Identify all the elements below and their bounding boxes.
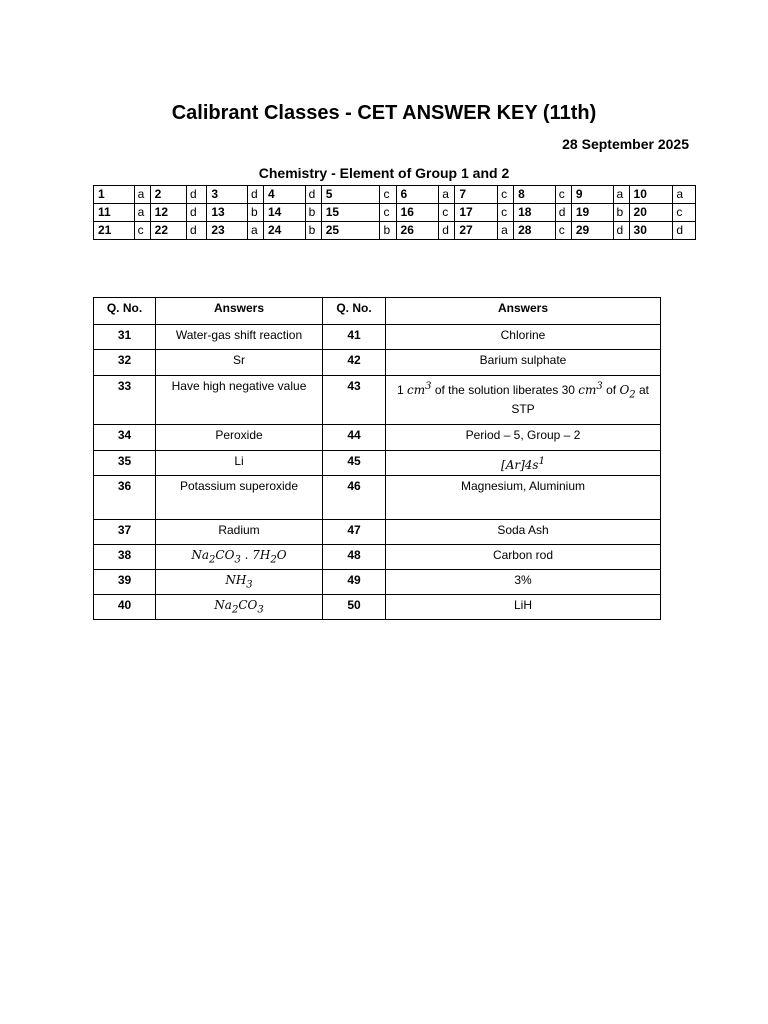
key-answer-option: c <box>439 204 455 222</box>
answer-text: 3% <box>386 570 661 595</box>
key-question-number: 12 <box>150 204 186 222</box>
formula-part: Na <box>191 548 210 562</box>
key-question-number: 21 <box>94 222 135 240</box>
formula-part: 1 <box>538 456 545 467</box>
key-question-number: 22 <box>150 222 186 240</box>
question-number: 31 <box>94 325 156 350</box>
key-answer-option: b <box>613 204 629 222</box>
key-question-number: 27 <box>455 222 498 240</box>
question-number: 37 <box>94 520 156 545</box>
key-row <box>94 186 696 204</box>
question-number: 36 <box>94 476 156 520</box>
answer-row <box>94 545 661 570</box>
answer-formula <box>386 451 661 476</box>
key-answer-option: a <box>134 186 150 204</box>
formula-part: of the solution liberates 30 <box>431 383 579 397</box>
answer-formula <box>386 376 661 425</box>
header-answers-1: Answers <box>156 298 323 325</box>
key-question-number: 19 <box>571 204 613 222</box>
question-number: 45 <box>323 451 386 476</box>
question-number: 34 <box>94 425 156 451</box>
key-answer-option: d <box>439 222 455 240</box>
formula-part: O <box>276 548 287 562</box>
key-question-number: 8 <box>514 186 556 204</box>
key-question-number: 7 <box>455 186 498 204</box>
key-answer-option: a <box>613 186 629 204</box>
formula-part: O <box>619 383 630 397</box>
key-answer-option: b <box>380 222 396 240</box>
formula-part: of <box>602 383 620 397</box>
key-answer-option: d <box>187 222 207 240</box>
question-number: 40 <box>94 595 156 620</box>
key-row <box>94 204 696 222</box>
key-answer-option: c <box>380 186 396 204</box>
key-answer-option: d <box>673 222 696 240</box>
formula-part: 2 <box>209 554 216 566</box>
formula-part: at STP <box>511 383 649 417</box>
page-title: Calibrant Classes - CET ANSWER KEY (11th) <box>171 102 597 124</box>
answer-row <box>94 595 661 620</box>
key-question-number: 17 <box>455 204 498 222</box>
key-question-number: 28 <box>514 222 556 240</box>
question-number: 32 <box>94 350 156 376</box>
header-qno-2: Q. No. <box>323 298 386 325</box>
answer-row <box>94 476 661 520</box>
key-question-number: 1 <box>94 186 135 204</box>
key-question-number: 25 <box>321 222 380 240</box>
formula-part: 3 <box>257 604 264 616</box>
key-question-number: 24 <box>263 222 305 240</box>
key-question-number: 13 <box>207 204 248 222</box>
answer-text: Soda Ash <box>386 520 661 545</box>
key-answer-option: b <box>305 222 321 240</box>
question-number: 47 <box>323 520 386 545</box>
key-question-number: 14 <box>263 204 305 222</box>
answer-formula <box>156 595 323 620</box>
question-number: 33 <box>94 376 156 425</box>
key-answer-option: d <box>187 186 207 204</box>
key-question-number: 4 <box>263 186 305 204</box>
formula-part: 2 <box>629 389 636 401</box>
key-answer-option: c <box>673 204 696 222</box>
key-question-number: 9 <box>571 186 613 204</box>
question-number: 43 <box>323 376 386 425</box>
date-label: 28 September 2025 <box>562 136 689 152</box>
answer-row <box>94 520 661 545</box>
answer-row <box>94 325 661 350</box>
question-number: 46 <box>323 476 386 520</box>
key-answer-option: c <box>498 204 514 222</box>
key-question-number: 10 <box>629 186 673 204</box>
key-answer-option: a <box>134 204 150 222</box>
question-number: 38 <box>94 545 156 570</box>
answer-text: Have high negative value <box>156 376 323 425</box>
formula-part: cm <box>407 383 426 397</box>
formula-part: 1 <box>397 383 408 397</box>
key-answer-option: b <box>305 204 321 222</box>
answer-text: Sr <box>156 350 323 376</box>
answer-text: Magnesium, Aluminium <box>386 476 661 520</box>
key-answer-option: a <box>247 222 263 240</box>
answer-text: LiH <box>386 595 661 620</box>
formula-part: cm <box>578 383 597 397</box>
formula-part: 2 <box>231 604 239 616</box>
answer-formula <box>156 570 323 595</box>
question-number: 49 <box>323 570 386 595</box>
key-question-number: 15 <box>321 204 380 222</box>
answer-table <box>93 297 661 620</box>
key-question-number: 5 <box>321 186 380 204</box>
question-number: 50 <box>323 595 386 620</box>
answer-table-header <box>94 298 661 325</box>
key-question-number: 30 <box>629 222 673 240</box>
answer-row <box>94 376 661 425</box>
key-answer-option: d <box>555 204 571 222</box>
key-question-number: 18 <box>514 204 556 222</box>
key-question-number: 11 <box>94 204 135 222</box>
question-number: 41 <box>323 325 386 350</box>
formula-part: [Ar]4s <box>501 458 539 472</box>
key-answer-option: d <box>305 186 321 204</box>
key-row <box>94 222 696 240</box>
question-number: 35 <box>94 451 156 476</box>
formula-part: Na <box>214 598 232 612</box>
formula-part: . 7H <box>240 548 271 562</box>
answer-row <box>94 350 661 376</box>
header-qno-1: Q. No. <box>94 298 156 325</box>
key-question-number: 26 <box>396 222 439 240</box>
key-answer-option: c <box>555 186 571 204</box>
key-question-number: 29 <box>571 222 613 240</box>
answer-row <box>94 570 661 595</box>
key-question-number: 2 <box>150 186 186 204</box>
key-answer-option: a <box>439 186 455 204</box>
key-answer-option: c <box>134 222 150 240</box>
key-answer-option: d <box>187 204 207 222</box>
answer-text: Carbon rod <box>386 545 661 570</box>
key-answer-option: c <box>498 186 514 204</box>
answer-text: Potassium superoxide <box>156 476 323 520</box>
answer-text: Barium sulphate <box>386 350 661 376</box>
formula-part: 3 <box>246 579 253 591</box>
formula-part: 3 <box>596 381 603 392</box>
answer-text: Water-gas shift reaction <box>156 325 323 350</box>
header-answers-2: Answers <box>386 298 661 325</box>
key-answer-option: c <box>380 204 396 222</box>
formula-part: 3 <box>425 381 432 392</box>
key-answer-option: d <box>613 222 629 240</box>
answer-text: Li <box>156 451 323 476</box>
key-question-number: 3 <box>207 186 248 204</box>
key-answer-option: a <box>673 186 696 204</box>
question-number: 42 <box>323 350 386 376</box>
answer-text: Chlorine <box>386 325 661 350</box>
key-answer-option: b <box>247 204 263 222</box>
key-answer-option: a <box>498 222 514 240</box>
key-question-number: 20 <box>629 204 673 222</box>
key-question-number: 6 <box>396 186 439 204</box>
key-answer-option: d <box>247 186 263 204</box>
mcq-key-table <box>93 185 696 240</box>
answer-row <box>94 451 661 476</box>
key-question-number: 23 <box>207 222 248 240</box>
answer-row <box>94 425 661 451</box>
question-number: 48 <box>323 545 386 570</box>
question-number: 44 <box>323 425 386 451</box>
answer-text: Radium <box>156 520 323 545</box>
answer-text: Period – 5, Group – 2 <box>386 425 661 451</box>
subject-heading: Chemistry - Element of Group 1 and 2 <box>258 165 510 181</box>
formula-part: 3 <box>234 554 241 566</box>
question-number: 39 <box>94 570 156 595</box>
formula-part: NH <box>225 573 247 587</box>
formula-part: CO <box>238 598 258 612</box>
answer-text: Peroxide <box>156 425 323 451</box>
key-question-number: 16 <box>396 204 439 222</box>
formula-part: 2 <box>270 554 277 566</box>
answer-formula <box>156 545 323 570</box>
formula-part: CO <box>215 548 235 562</box>
key-answer-option: c <box>555 222 571 240</box>
